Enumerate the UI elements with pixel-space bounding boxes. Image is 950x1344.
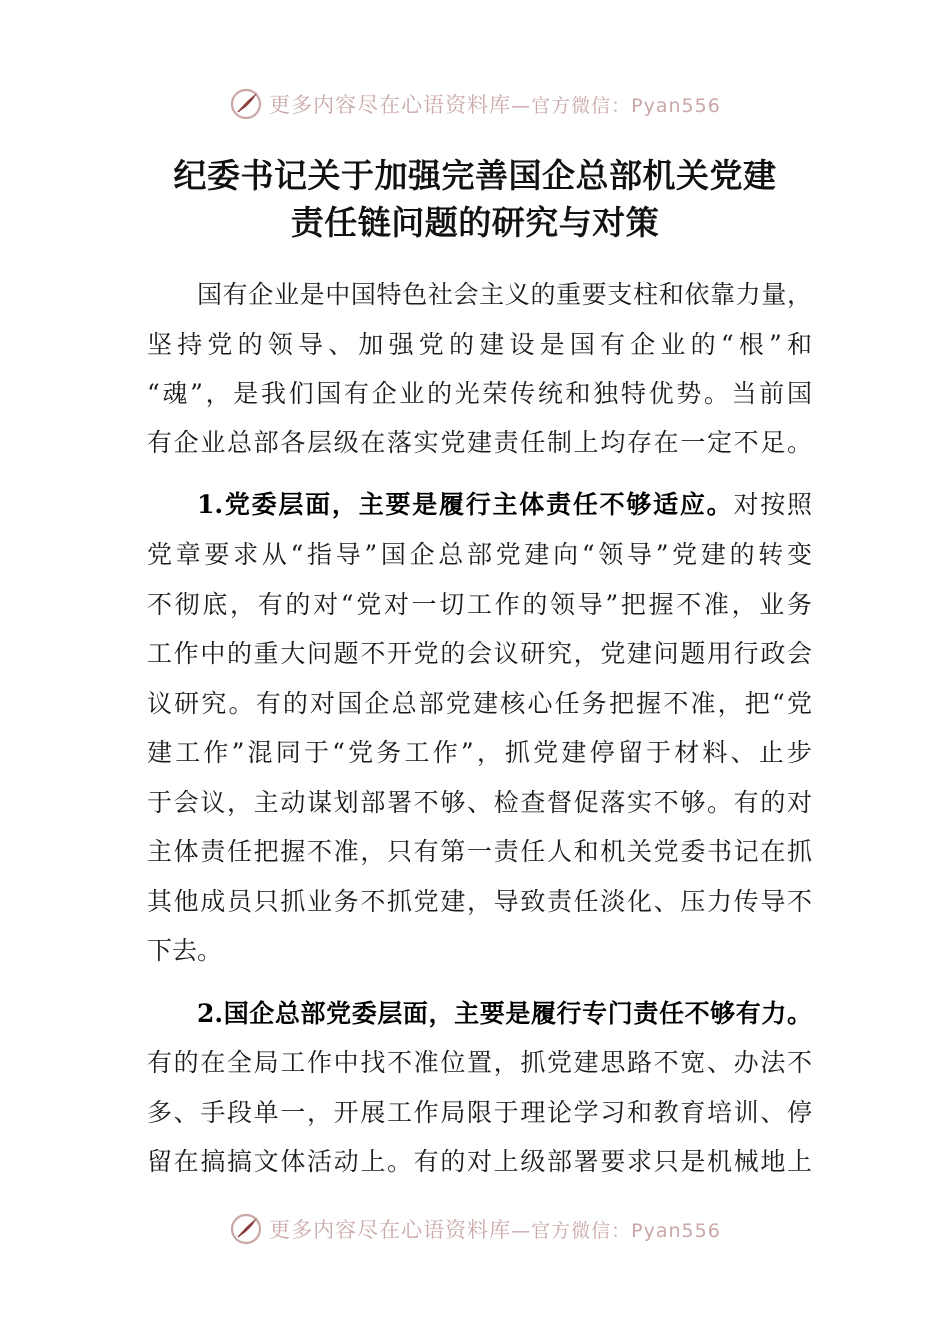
watermark-text: 更多内容尽在心语资料库—官方微信：Pyan556 — [269, 93, 721, 117]
paragraph-line: 多、手段单一，开展工作局限于理论学习和教育培训、停 — [147, 1098, 812, 1127]
feather-pen-logo-icon — [229, 1212, 263, 1246]
paragraph-line: 党章要求从“指导”国企总部党建向“领导”党建的转变 — [147, 540, 812, 569]
paragraph-line: 建工作”混同于“党务工作”，抓党建停留于材料、止步 — [147, 738, 812, 767]
paragraph-line: 国有企业是中国特色社会主义的重要支柱和依靠力量， — [197, 280, 812, 309]
watermark-footer — [0, 1209, 950, 1249]
watermark-header — [0, 84, 950, 124]
section-2-first-line — [197, 994, 812, 1034]
section-1-first-line-rest: 对按照 — [733, 490, 812, 519]
document-title-line-1: 纪委书记关于加强完善国企总部机关党建 — [173, 156, 777, 195]
feather-pen-logo-icon — [229, 87, 263, 121]
paragraph-line: 工作中的重大问题不开党的会议研究，党建问题用行政会 — [147, 639, 812, 668]
section-1-first-line — [197, 485, 812, 525]
document-title-line-2: 责任链问题的研究与对策 — [290, 203, 660, 242]
paragraph-line: 不彻底，有的对“党对一切工作的领导”把握不准，业务 — [147, 590, 812, 619]
paragraph-line: 议研究。有的对国企总部党建核心任务把握不准，把“党 — [147, 689, 812, 718]
paragraph-line: 于会议，主动谋划部署不够、检查督促落实不够。有的对 — [147, 788, 812, 817]
watermark-text: 更多内容尽在心语资料库—官方微信：Pyan556 — [269, 1218, 721, 1242]
paragraph-line: 其他成员只抓业务不抓党建，导致责任淡化、压力传导不 — [147, 887, 812, 916]
paragraph-line: 下去。 — [147, 936, 223, 965]
paragraph-line: “魂”，是我们国有企业的光荣传统和独特优势。当前国 — [147, 379, 812, 408]
section-1-heading: 1.党委层面，主要是履行主体责任不够适应。 — [197, 490, 734, 519]
paragraph-line: 留在搞搞文体活动上。有的对上级部署要求只是机械地上 — [147, 1147, 812, 1176]
paragraph-line: 主体责任把握不准，只有第一责任人和机关党委书记在抓 — [147, 837, 812, 866]
paragraph-line: 有的在全局工作中找不准位置，抓党建思路不宽、办法不 — [147, 1048, 812, 1077]
paragraph-line: 有企业总部各层级在落实党建责任制上均存在一定不足。 — [147, 428, 812, 457]
section-2-heading: 2.国企总部党委层面，主要是履行专门责任不够有力。 — [197, 999, 812, 1028]
paragraph-line: 坚持党的领导、加强党的建设是国有企业的“根”和 — [147, 330, 812, 359]
